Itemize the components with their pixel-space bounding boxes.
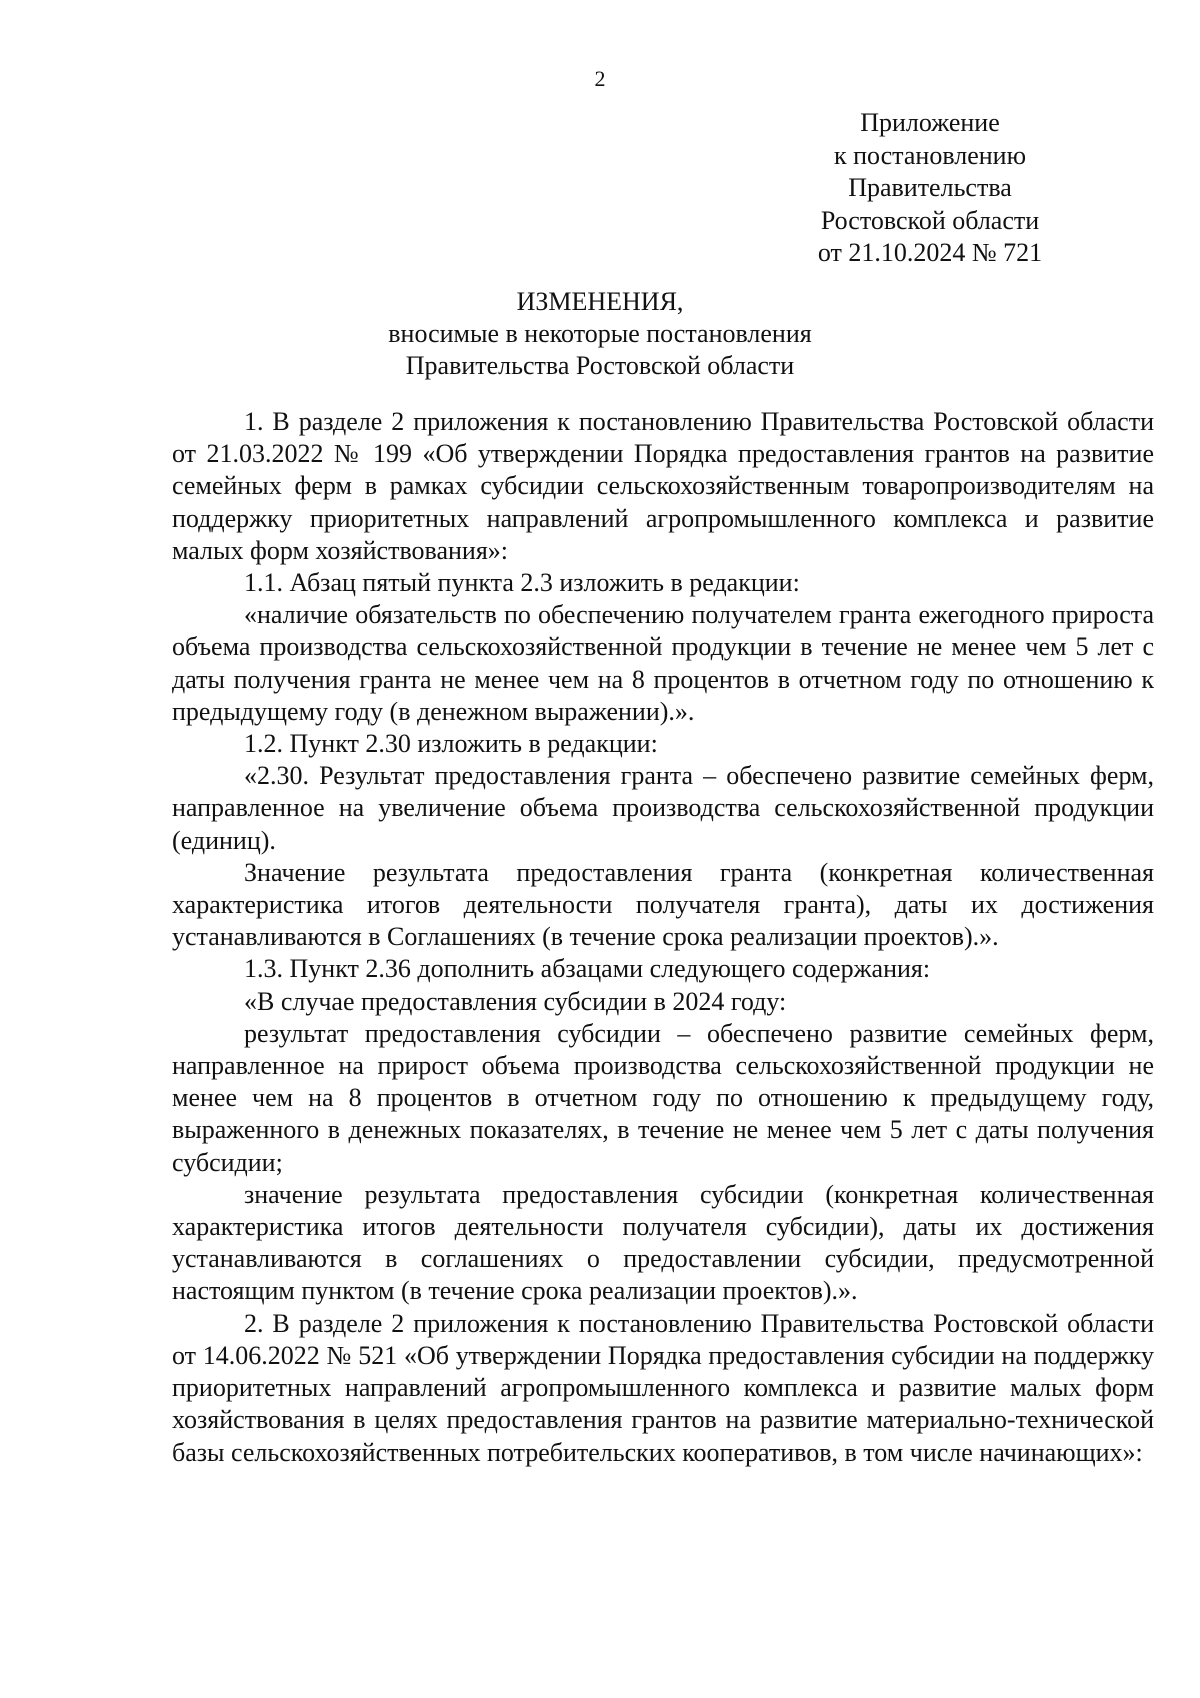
page-number: 2 — [594, 66, 606, 91]
appendix-block — [780, 107, 1080, 270]
paragraph: Значение результата предоставления гранта (конкретная количественная характеристика итогов деятельности получателя гранта), даты их достижения устанавливаются в Соглашениях (в течение срока реализации проектов).». — [172, 857, 1154, 952]
paragraph: значение результата предоставления субсидии (конкретная количественная характеристика итогов деятельности получателя субсидии), даты их достижения устанавливаются в соглашениях о предоставлении субсидии, предусмотренной настоящим пунктом (в течение срока реализации проектов).». — [172, 1179, 1154, 1306]
appendix-line: Правительства — [848, 173, 1012, 202]
paragraph: 1.2. Пункт 2.30 изложить в редакции: — [244, 729, 658, 759]
appendix-line: к постановлению — [833, 140, 1027, 170]
paragraph: «В случае предоставления субсидии в 2024 году: — [244, 986, 787, 1016]
heading-subtitle-line: вносимые в некоторые постановления — [388, 319, 812, 348]
appendix-line: Ростовской области — [820, 205, 1040, 235]
heading-subtitle-line: Правительства Ростовской области — [405, 351, 795, 380]
paragraph: 1.1. Абзац пятый пункта 2.3 изложить в редакции: — [244, 568, 800, 598]
appendix-line: от 21.10.2024 № 721 — [817, 238, 1043, 267]
heading-title: ИЗМЕНЕНИЯ, — [516, 287, 684, 316]
document-heading — [0, 286, 1200, 382]
document-body — [172, 406, 1154, 1469]
paragraph: «2.30. Результат предоставления гранта – обеспечено развитие семейных ферм, направленное на увеличение объема производства сельскохозяйственной продукции (единиц). — [172, 761, 1154, 855]
paragraph: «наличие обязательств по обеспечению получателем гранта ежегодного прироста объема производства сельскохозяйственной продукции в течение не менее чем 5 лет с даты получения гранта не менее чем на 8 процентов в отчетном году по отношению к предыдущему году (в денежном выражении).». — [172, 600, 1154, 726]
paragraph: 1.3. Пункт 2.36 дополнить абзацами следующего содержания: — [244, 954, 931, 984]
paragraph: 1. В разделе 2 приложения к постановлению Правительства Ростовской области от 21.03.2022 № 199 «Об утверждении Порядка предоставления грантов на развитие семейных ферм в рамках субсидии сельскохозяйственным товаропроизводителям на поддержку приоритетных направлений агропромышленного комплекса и развитие малых форм хозяйствования»: — [172, 407, 1154, 565]
paragraph: 2. В разделе 2 приложения к постановлению Правительства Ростовской области от 14.06.2022 № 521 «Об утверждении Порядка предоставления субсидии на поддержку приоритетных направлений агропромышленного комплекса и развитие малых форм хозяйствования в целях предоставления грантов на развитие материально-технической базы сельскохозяйственных потребительских кооперативов, в том числе начинающих»: — [172, 1308, 1154, 1467]
paragraph: результат предоставления субсидии – обеспечено развитие семейных ферм, направленное на прирост объема производства сельскохозяйственной продукции не менее чем на 8 процентов в отчетном году по отношению к предыдущему году, выраженного в денежных показателях, в течение не менее чем 5 лет с даты получения субсидии; — [172, 1018, 1154, 1177]
appendix-line: Приложение — [860, 108, 1000, 137]
